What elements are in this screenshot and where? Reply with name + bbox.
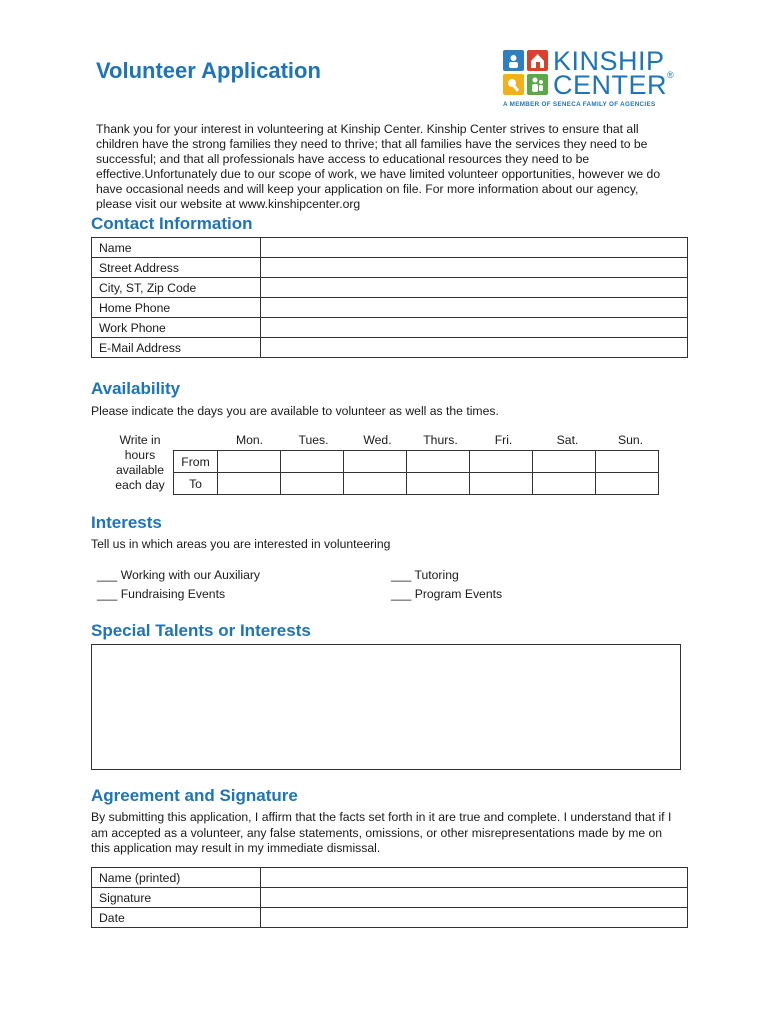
contact-label: E-Mail Address xyxy=(92,338,261,358)
side-label-line: each day xyxy=(115,478,165,492)
logo-line-2 xyxy=(553,70,674,101)
availability-heading: Availability xyxy=(91,379,181,398)
logo-tile-red-icon xyxy=(527,50,548,71)
sun-from-cell[interactable] xyxy=(596,451,659,473)
availability-instruction: Please indicate the days you are available to volunteer as well as the times. xyxy=(91,404,499,418)
fri-from-cell[interactable] xyxy=(470,451,533,473)
signature-label: Date xyxy=(92,908,261,928)
side-label-line: hours xyxy=(124,448,156,462)
sat-to-cell[interactable] xyxy=(533,473,596,495)
logo-tile-green-icon xyxy=(527,74,548,95)
day-header-sat: Sat. xyxy=(556,433,579,447)
day-header-fri: Fri. xyxy=(494,433,513,447)
contact-heading: Contact Information xyxy=(91,214,253,233)
contact-label: Name xyxy=(92,238,261,258)
table-row xyxy=(92,278,688,298)
side-label-line: Write in xyxy=(119,433,161,447)
city-state-zip-field[interactable] xyxy=(261,278,688,298)
contact-label: Work Phone xyxy=(92,318,261,338)
table-row xyxy=(92,258,688,278)
table-row xyxy=(174,473,659,495)
logo-tile-blue-icon xyxy=(503,50,524,71)
interests-instruction: Tell us in which areas you are interested in volunteering xyxy=(91,537,391,551)
thu-to-cell[interactable] xyxy=(407,473,470,495)
contact-label: Street Address xyxy=(92,258,261,278)
sun-to-cell[interactable] xyxy=(596,473,659,495)
sat-from-cell[interactable] xyxy=(533,451,596,473)
talents-heading: Special Talents or Interests xyxy=(91,621,311,640)
contact-label: Home Phone xyxy=(92,298,261,318)
logo-line-2-text: CENTER xyxy=(553,70,668,100)
wed-from-cell[interactable] xyxy=(344,451,407,473)
mon-from-cell[interactable] xyxy=(218,451,281,473)
date-field[interactable] xyxy=(261,908,688,928)
fri-to-cell[interactable] xyxy=(470,473,533,495)
interest-option-tutoring[interactable]: ___ Tutoring xyxy=(391,568,459,582)
day-header-wed: Wed. xyxy=(363,433,392,447)
table-row xyxy=(92,298,688,318)
interests-heading: Interests xyxy=(91,513,162,532)
page-title: Volunteer Application xyxy=(96,58,321,83)
logo-registered-mark: ® xyxy=(667,70,675,80)
side-label-line: available xyxy=(115,463,165,477)
day-header-sun: Sun. xyxy=(617,433,644,447)
signature-label: Name (printed) xyxy=(92,868,261,888)
day-header-mon: Mon. xyxy=(235,433,264,447)
table-row xyxy=(174,451,659,473)
home-phone-field[interactable] xyxy=(261,298,688,318)
day-header-thu: Thurs. xyxy=(423,433,458,447)
kinship-logo xyxy=(503,48,673,110)
interest-option-auxiliary[interactable]: ___ Working with our Auxiliary xyxy=(97,568,261,582)
interest-option-fundraising[interactable]: ___ Fundraising Events xyxy=(97,587,226,601)
name-field[interactable] xyxy=(261,238,688,258)
row-label-to: To xyxy=(174,473,218,495)
availability-side-label xyxy=(104,433,176,493)
name-printed-field[interactable] xyxy=(261,868,688,888)
signature-table xyxy=(91,867,688,928)
signature-field[interactable] xyxy=(261,888,688,908)
table-row xyxy=(92,318,688,338)
interest-option-program-events[interactable]: ___ Program Events xyxy=(391,587,503,601)
table-row xyxy=(92,238,688,258)
contact-label: City, ST, Zip Code xyxy=(92,278,261,298)
table-row xyxy=(92,338,688,358)
tue-from-cell[interactable] xyxy=(281,451,344,473)
tue-to-cell[interactable] xyxy=(281,473,344,495)
logo-tile-yellow-icon xyxy=(503,74,524,95)
row-label-from: From xyxy=(174,451,218,473)
table-row xyxy=(92,888,688,908)
signature-label: Signature xyxy=(92,888,261,908)
contact-table xyxy=(91,237,688,358)
email-field[interactable] xyxy=(261,338,688,358)
day-header-tue: Tues. xyxy=(298,433,329,447)
intro-paragraph: Thank you for your interest in volunteering at Kinship Center. Kinship Center strives to ensure that all children have the strong families they need to thrive; that all families have the services they need to be successful; and that all professionals have access to educational resources they need to be effective.Unfortunately due to our scope of work, we have limited volunteer opportunities, however we do have occasional needs and will keep your application on file. For more information about our agency, please visit our website at www.kinshipcenter.org xyxy=(96,122,661,211)
availability-grid xyxy=(173,450,659,495)
thu-from-cell[interactable] xyxy=(407,451,470,473)
wed-to-cell[interactable] xyxy=(344,473,407,495)
table-row xyxy=(92,868,688,888)
logo-line-1: KINSHIP xyxy=(553,46,665,76)
agreement-text: By submitting this application, I affirm that the facts set forth in it are true and complete. I understand that if I am accepted as a volunteer, any false statements, omissions, or other misrepresentations made by me on this application may result in my immediate dismissal. xyxy=(91,810,672,855)
agreement-heading: Agreement and Signature xyxy=(91,786,298,805)
mon-to-cell[interactable] xyxy=(218,473,281,495)
table-row xyxy=(92,908,688,928)
work-phone-field[interactable] xyxy=(261,318,688,338)
logo-tagline: A MEMBER OF SENECA FAMILY OF AGENCIES xyxy=(503,101,656,108)
street-address-field[interactable] xyxy=(261,258,688,278)
talents-textarea[interactable] xyxy=(91,644,681,770)
